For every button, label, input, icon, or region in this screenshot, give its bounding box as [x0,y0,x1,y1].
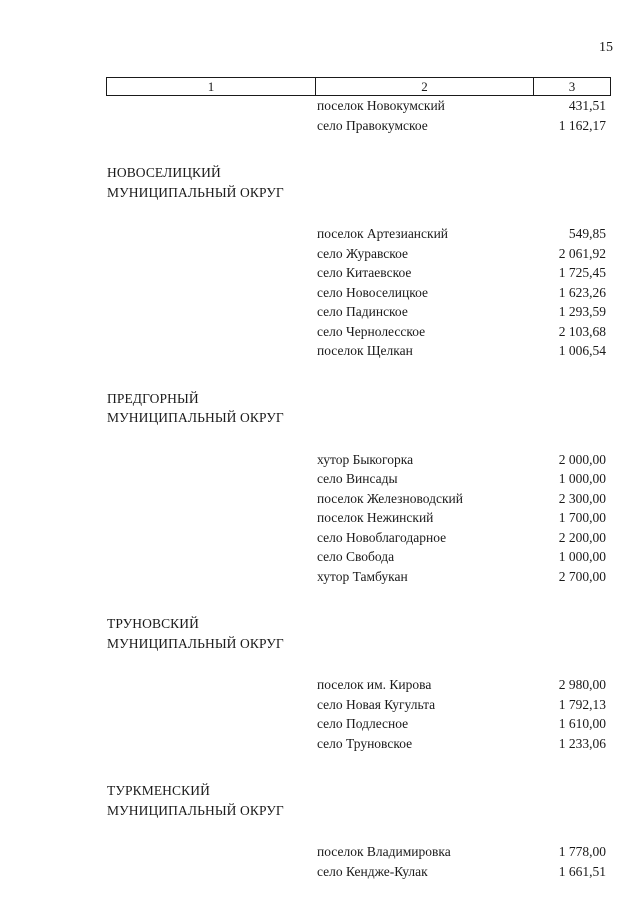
settlement-value: 2 103,68 [558,323,606,339]
settlement-value: 1 610,00 [558,716,606,731]
table-row [0,98,639,118]
table-row [0,491,639,511]
table-row [0,226,639,246]
settlement-name: село Новоблагодарное [317,529,447,545]
settlement-name: село Новоселицкое [317,284,428,300]
table-row [0,285,639,305]
settlement-name: село Китаевское [317,265,412,280]
table-row [0,716,639,736]
settlement-value: 431,51 [568,98,606,113]
settlement-name: село Свобода [317,549,395,564]
settlement-value: 1 661,51 [558,863,606,879]
column-header-1: 1 [207,78,215,94]
settlement-value: 1 792,13 [558,696,606,712]
settlement-value: 1 700,00 [558,510,606,525]
table-row [0,864,639,884]
settlement-name: село Труновское [317,735,413,751]
settlement-name: поселок Железноводский [317,490,463,506]
settlement-value: 2 061,92 [558,245,606,261]
district-title [107,389,639,428]
settlement-value: 1 623,26 [558,284,606,300]
table-row [0,324,639,344]
table-row [0,304,639,324]
settlement-name: село Подлесное [317,716,409,731]
settlement-value: 1 725,45 [558,265,606,280]
settlement-name: поселок Новокумский [317,98,445,113]
settlement-value: 1 162,17 [558,117,606,133]
settlement-value: 1 000,00 [558,471,606,486]
district-title-line1: ТРУНОВСКИЙ [107,616,199,631]
settlement-value: 1 000,00 [558,549,606,564]
district-title-line1: НОВОСЕЛИЦКИЙ [107,165,221,180]
table-row [0,677,639,697]
settlement-name: поселок им. Кирова [317,677,432,692]
settlement-name: село Чернолесское [317,323,426,339]
district-title-line2: МУНИЦИПАЛЬНЫЙ ОКРУГ [107,410,284,425]
district-title [107,781,639,820]
column-header-3: 3 [533,78,610,95]
settlement-name: село Правокумское [317,117,428,133]
table-row [0,736,639,756]
table-row [0,844,639,864]
table-header [106,77,611,96]
settlement-name: село Журавское [317,245,409,261]
table-row [0,118,639,138]
settlement-name: поселок Нежинский [317,510,434,525]
settlement-value: 1 293,59 [558,304,606,319]
settlement-name: село Падинское [317,304,408,319]
district-title-line2: МУНИЦИПАЛЬНЫЙ ОКРУГ [107,184,284,200]
settlement-name: село Новая Кугульта [317,696,436,712]
settlement-name: поселок Владимировка [317,844,451,859]
district-title-line2: МУНИЦИПАЛЬНЫЙ ОКРУГ [107,635,284,651]
table-body [0,98,639,883]
table-row [0,569,639,589]
settlement-value: 2 980,00 [558,677,606,692]
table-row [0,246,639,266]
settlement-name: хутор Тамбукан [317,568,408,584]
table-row [0,549,639,569]
district-title-line1: ПРЕДГОРНЫЙ [107,390,199,406]
table-row [0,265,639,285]
settlement-value: 2 300,00 [558,490,606,506]
table-row [0,452,639,472]
settlement-name: хутор Быкогорка [317,451,414,467]
settlement-value: 549,85 [568,226,606,241]
settlement-name: село Винсады [317,471,398,486]
settlement-value: 2 000,00 [558,451,606,467]
table-row [0,471,639,491]
settlement-name: поселок Щелкан [317,343,413,358]
settlement-name: село Кендже-Кулак [317,863,428,879]
table-row [0,530,639,550]
column-header-2: 2 [315,78,533,95]
table-row [0,343,639,363]
settlement-value: 1 233,06 [558,735,606,751]
settlement-value: 1 778,00 [558,844,606,859]
settlement-value: 1 006,54 [558,343,606,358]
page-number: 15 [599,40,613,55]
settlement-name: поселок Артезианский [317,226,449,241]
district-title [107,614,639,653]
table-row [0,510,639,530]
district-title [107,163,639,202]
settlement-value: 2 700,00 [558,568,606,584]
district-title-line1: ТУРКМЕНСКИЙ [107,783,210,798]
settlement-value: 2 200,00 [558,529,606,545]
table-row [0,697,639,717]
district-title-line2: МУНИЦИПАЛЬНЫЙ ОКРУГ [107,802,284,818]
